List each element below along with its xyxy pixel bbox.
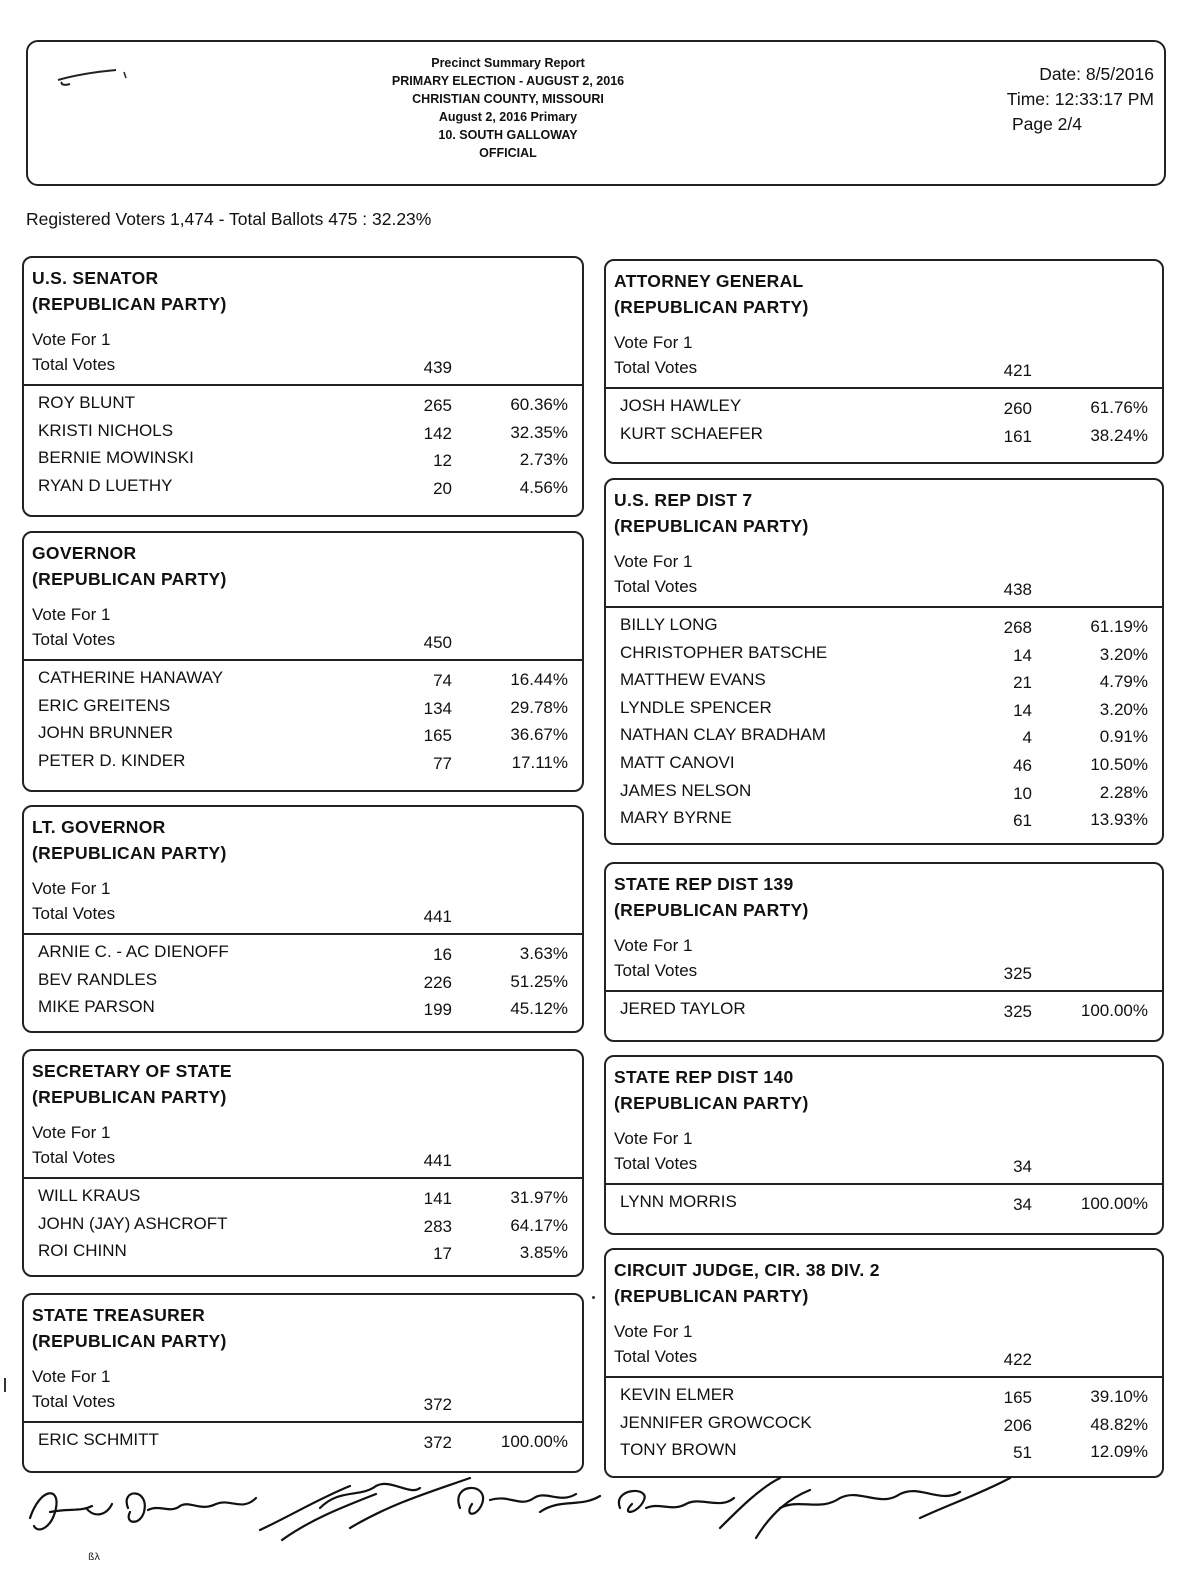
candidate-row bbox=[606, 422, 1162, 450]
contest-title: SECRETARY OF STATE (REPUBLICAN PARTY) bbox=[32, 1061, 232, 1107]
total-votes-value: 441 bbox=[423, 907, 452, 926]
candidate-percent: 13.93% bbox=[1090, 810, 1148, 830]
candidate-row bbox=[606, 394, 1162, 422]
candidate-percent: 45.12% bbox=[510, 999, 568, 1019]
contest-title: U.S. REP DIST 7 (REPUBLICAN PARTY) bbox=[614, 490, 809, 536]
candidate-name: MIKE PARSON bbox=[38, 997, 155, 1017]
primary-name: August 2, 2016 Primary bbox=[438, 110, 578, 124]
contest-title: GOVERNOR (REPUBLICAN PARTY) bbox=[32, 543, 227, 589]
county-name: CHRISTIAN COUNTY, MISSOURI bbox=[412, 92, 604, 106]
candidate-percent: 4.56% bbox=[519, 477, 568, 497]
candidate-name: LYNDLE SPENCER bbox=[620, 697, 772, 717]
candidate-votes: 10 bbox=[1013, 783, 1032, 803]
candidate-votes: 14 bbox=[1013, 700, 1032, 720]
candidate-list bbox=[24, 940, 582, 1023]
header-meta bbox=[1007, 62, 1154, 137]
candidate-row bbox=[24, 940, 582, 968]
candidate-votes: 16 bbox=[433, 945, 452, 964]
candidate-name: ROY BLUNT bbox=[38, 393, 135, 412]
candidate-percent: 17.11% bbox=[511, 752, 568, 772]
candidate-list bbox=[606, 997, 1162, 1025]
candidate-percent: 100.00% bbox=[500, 1432, 568, 1451]
candidate-name: ERIC GREITENS bbox=[38, 695, 171, 715]
vote-for-label: Vote For 1 bbox=[32, 879, 111, 898]
contest-box bbox=[22, 531, 584, 792]
candidate-votes: 141 bbox=[423, 1189, 452, 1208]
candidate-row bbox=[606, 1383, 1162, 1411]
candidate-name: KRISTI NICHOLS bbox=[38, 420, 174, 440]
candidate-name: MATTHEW EVANS bbox=[620, 670, 766, 690]
divider bbox=[24, 1177, 582, 1179]
contest-title: ATTORNEY GENERAL (REPUBLICAN PARTY) bbox=[614, 271, 809, 317]
candidate-name: MARY BYRNE bbox=[620, 808, 732, 828]
vote-for-label: Vote For 1 bbox=[32, 330, 111, 349]
total-votes-label: Total Votes bbox=[32, 630, 116, 649]
candidate-percent: 3.63% bbox=[519, 944, 568, 963]
total-votes-value: 372 bbox=[423, 1395, 452, 1414]
total-votes-value: 441 bbox=[423, 1151, 452, 1170]
total-votes-value: 34 bbox=[1013, 1157, 1032, 1176]
candidate-votes: 142 bbox=[423, 423, 452, 443]
election-name: PRIMARY ELECTION - AUGUST 2, 2016 bbox=[391, 74, 625, 88]
candidate-percent: 64.17% bbox=[510, 1215, 568, 1235]
candidate-name: BEV RANDLES bbox=[38, 969, 158, 989]
handwritten-mark-icon bbox=[54, 66, 134, 90]
report-time: Time: 12:33:17 PM bbox=[1006, 89, 1154, 109]
contest-box bbox=[604, 1055, 1164, 1235]
contest-title: STATE REP DIST 139 (REPUBLICAN PARTY) bbox=[614, 874, 809, 920]
candidate-percent: 12.09% bbox=[1090, 1442, 1148, 1462]
candidate-row bbox=[606, 779, 1162, 807]
contest-title: U.S. SENATOR (REPUBLICAN PARTY) bbox=[32, 268, 227, 314]
divider bbox=[24, 659, 582, 661]
candidate-name: KURT SCHAEFER bbox=[620, 423, 763, 443]
contest-box bbox=[604, 1248, 1164, 1478]
candidate-row bbox=[24, 749, 582, 777]
total-votes-label: Total Votes bbox=[614, 961, 698, 980]
contest-box bbox=[604, 862, 1164, 1042]
report-title: Precinct Summary Report bbox=[431, 56, 585, 70]
report-header bbox=[26, 40, 1166, 186]
candidate-row bbox=[606, 1190, 1162, 1218]
candidate-percent: 100.00% bbox=[1080, 1001, 1148, 1020]
candidate-row bbox=[606, 641, 1162, 669]
candidate-name: JOHN (JAY) ASHCROFT bbox=[38, 1213, 228, 1233]
candidate-name: JAMES NELSON bbox=[620, 780, 752, 800]
candidate-name: BILLY LONG bbox=[620, 615, 718, 634]
candidate-name: CHRISTOPHER BATSCHE bbox=[620, 642, 828, 662]
report-status: OFFICIAL bbox=[479, 146, 537, 160]
total-votes-label: Total Votes bbox=[614, 1154, 698, 1173]
candidate-name: JOHN BRUNNER bbox=[38, 723, 174, 743]
candidate-votes: 283 bbox=[423, 1216, 452, 1236]
candidate-row bbox=[24, 968, 582, 996]
candidate-percent: 48.82% bbox=[1090, 1414, 1148, 1434]
candidate-row bbox=[24, 1184, 582, 1212]
total-votes-label: Total Votes bbox=[32, 1148, 116, 1167]
candidate-percent: 16.44% bbox=[510, 670, 568, 689]
vote-for-label: Vote For 1 bbox=[32, 605, 111, 624]
candidate-row bbox=[606, 1438, 1162, 1466]
vote-for-label: Vote For 1 bbox=[614, 936, 693, 955]
candidate-row bbox=[24, 1212, 582, 1240]
candidate-percent: 51.25% bbox=[510, 971, 568, 991]
total-votes-label: Total Votes bbox=[614, 1347, 698, 1366]
vote-for-label: Vote For 1 bbox=[32, 1367, 111, 1386]
contest-box bbox=[604, 259, 1164, 464]
candidate-row bbox=[24, 721, 582, 749]
vote-for-label: Vote For 1 bbox=[614, 333, 693, 352]
candidate-votes: 14 bbox=[1013, 645, 1032, 665]
candidate-row bbox=[606, 997, 1162, 1025]
report-date: Date: 8/5/2016 bbox=[1039, 64, 1154, 84]
candidate-row bbox=[606, 613, 1162, 641]
candidate-percent: 36.67% bbox=[510, 725, 568, 745]
candidate-row bbox=[24, 995, 582, 1023]
total-votes-label: Total Votes bbox=[32, 904, 116, 923]
total-votes-value: 450 bbox=[423, 633, 452, 652]
candidate-name: BERNIE MOWINSKI bbox=[38, 448, 194, 468]
contest-box bbox=[22, 256, 584, 517]
candidate-row bbox=[24, 391, 582, 419]
candidate-percent: 61.19% bbox=[1090, 617, 1148, 636]
candidate-votes: 372 bbox=[423, 1433, 452, 1452]
total-votes-label: Total Votes bbox=[614, 577, 698, 596]
candidate-percent: 3.20% bbox=[1099, 699, 1148, 719]
candidate-votes: 74 bbox=[433, 671, 452, 690]
candidate-percent: 4.79% bbox=[1099, 672, 1148, 692]
candidate-votes: 17 bbox=[433, 1244, 452, 1264]
candidate-percent: 38.24% bbox=[1090, 425, 1148, 445]
candidate-name: JENNIFER GROWCOCK bbox=[620, 1412, 812, 1432]
candidate-votes: 260 bbox=[1003, 399, 1032, 418]
candidate-percent: 29.78% bbox=[510, 697, 568, 717]
candidate-list bbox=[24, 391, 582, 501]
candidate-list bbox=[606, 394, 1162, 449]
candidate-list bbox=[24, 1428, 582, 1456]
candidate-name: LYNN MORRIS bbox=[620, 1192, 737, 1211]
turnout-summary: Registered Voters 1,474 - Total Ballots 475 : 32.23% bbox=[26, 209, 432, 229]
candidate-row bbox=[24, 666, 582, 694]
total-votes-value: 325 bbox=[1003, 964, 1032, 983]
candidate-row bbox=[24, 694, 582, 722]
candidate-name: JERED TAYLOR bbox=[620, 999, 746, 1018]
candidate-row bbox=[24, 1239, 582, 1267]
vote-for-label: Vote For 1 bbox=[614, 1322, 693, 1341]
candidate-list bbox=[24, 1184, 582, 1267]
candidate-row bbox=[24, 1428, 582, 1456]
candidate-name: JOSH HAWLEY bbox=[620, 396, 742, 415]
candidate-votes: 61 bbox=[1013, 811, 1032, 831]
candidate-percent: 3.20% bbox=[1099, 644, 1148, 664]
contest-box bbox=[22, 805, 584, 1033]
candidate-name: RYAN D LUETHY bbox=[38, 475, 173, 495]
divider bbox=[606, 387, 1162, 389]
candidate-votes: 165 bbox=[1003, 1388, 1032, 1407]
candidate-row bbox=[606, 806, 1162, 834]
candidate-percent: 39.10% bbox=[1090, 1387, 1148, 1406]
divider bbox=[606, 1183, 1162, 1185]
candidate-votes: 161 bbox=[1003, 426, 1032, 446]
candidate-votes: 134 bbox=[423, 698, 452, 718]
scan-edge-mark bbox=[4, 1378, 6, 1392]
page-number: Page 2/4 bbox=[1011, 114, 1082, 134]
contest-title: STATE REP DIST 140 (REPUBLICAN PARTY) bbox=[614, 1067, 809, 1113]
vote-for-label: Vote For 1 bbox=[32, 1123, 111, 1142]
candidate-percent: 10.50% bbox=[1090, 754, 1148, 774]
candidate-row bbox=[606, 723, 1162, 751]
candidate-list bbox=[24, 666, 582, 776]
signatures-image bbox=[20, 1468, 1020, 1568]
divider bbox=[606, 1376, 1162, 1378]
scan-dot bbox=[592, 1296, 595, 1299]
candidate-percent: 3.85% bbox=[519, 1243, 568, 1263]
total-votes-value: 439 bbox=[423, 358, 452, 377]
candidate-name: ROI CHINN bbox=[38, 1241, 127, 1261]
candidate-votes: 34 bbox=[1013, 1195, 1032, 1214]
contest-title: CIRCUIT JUDGE, CIR. 38 DIV. 2 (REPUBLICAN PARTY) bbox=[614, 1260, 880, 1306]
divider bbox=[24, 1421, 582, 1423]
divider bbox=[606, 606, 1162, 608]
candidate-list bbox=[606, 613, 1162, 834]
candidate-name: KEVIN ELMER bbox=[620, 1385, 735, 1404]
precinct-name: 10. SOUTH GALLOWAY bbox=[438, 128, 578, 142]
divider bbox=[24, 384, 582, 386]
total-votes-label: Total Votes bbox=[32, 1392, 116, 1411]
candidate-list bbox=[606, 1190, 1162, 1218]
candidate-name: ARNIE C. - AC DIENOFF bbox=[38, 942, 229, 961]
candidate-votes: 226 bbox=[423, 972, 452, 992]
candidate-votes: 21 bbox=[1013, 673, 1032, 693]
candidate-name: WILL KRAUS bbox=[38, 1186, 141, 1205]
contest-box bbox=[604, 478, 1164, 845]
candidate-name: MATT CANOVI bbox=[620, 752, 735, 772]
candidate-votes: 12 bbox=[433, 451, 452, 471]
vote-for-label: Vote For 1 bbox=[614, 552, 693, 571]
candidate-row bbox=[24, 446, 582, 474]
candidate-votes: 46 bbox=[1013, 755, 1032, 775]
candidate-votes: 265 bbox=[423, 396, 452, 415]
candidate-name: CATHERINE HANAWAY bbox=[38, 668, 224, 687]
candidate-votes: 51 bbox=[1013, 1443, 1032, 1463]
candidate-votes: 77 bbox=[433, 753, 452, 773]
vote-for-label: Vote For 1 bbox=[614, 1129, 693, 1148]
candidate-row bbox=[24, 474, 582, 502]
candidate-name: NATHAN CLAY BRADHAM bbox=[620, 725, 826, 745]
candidate-votes: 199 bbox=[423, 1000, 452, 1020]
candidate-row bbox=[24, 419, 582, 447]
total-votes-value: 422 bbox=[1003, 1350, 1032, 1369]
candidate-votes: 4 bbox=[1022, 728, 1032, 748]
candidate-name: PETER D. KINDER bbox=[38, 750, 186, 770]
candidate-list bbox=[606, 1383, 1162, 1466]
total-votes-label: Total Votes bbox=[32, 355, 116, 374]
candidate-percent: 31.97% bbox=[510, 1188, 568, 1207]
candidate-votes: 165 bbox=[423, 726, 452, 746]
candidate-percent: 2.28% bbox=[1099, 782, 1148, 802]
candidate-name: ERIC SCHMITT bbox=[38, 1430, 159, 1449]
header-center bbox=[328, 54, 688, 162]
candidate-row bbox=[606, 668, 1162, 696]
contest-box bbox=[22, 1293, 584, 1473]
candidate-row bbox=[606, 1411, 1162, 1439]
divider bbox=[606, 990, 1162, 992]
candidate-percent: 60.36% bbox=[510, 395, 568, 414]
candidate-percent: 61.76% bbox=[1090, 398, 1148, 417]
candidate-name: TONY BROWN bbox=[620, 1440, 737, 1460]
contest-title: STATE TREASURER (REPUBLICAN PARTY) bbox=[32, 1305, 227, 1351]
total-votes-value: 421 bbox=[1003, 361, 1032, 380]
candidate-votes: 206 bbox=[1003, 1415, 1032, 1435]
contest-box bbox=[22, 1049, 584, 1277]
candidate-percent: 100.00% bbox=[1080, 1194, 1148, 1213]
candidate-percent: 32.35% bbox=[510, 422, 568, 442]
candidate-row bbox=[606, 751, 1162, 779]
candidate-percent: 2.73% bbox=[519, 450, 568, 470]
candidate-votes: 325 bbox=[1003, 1002, 1032, 1021]
total-votes-value: 438 bbox=[1003, 580, 1032, 599]
candidate-votes: 20 bbox=[433, 478, 452, 498]
svg-text:ßλ: ßλ bbox=[88, 1552, 101, 1563]
contest-title: LT. GOVERNOR (REPUBLICAN PARTY) bbox=[32, 817, 227, 863]
candidate-percent: 0.91% bbox=[1099, 727, 1148, 747]
total-votes-label: Total Votes bbox=[614, 358, 698, 377]
candidate-row bbox=[606, 696, 1162, 724]
candidate-votes: 268 bbox=[1003, 618, 1032, 637]
divider bbox=[24, 933, 582, 935]
